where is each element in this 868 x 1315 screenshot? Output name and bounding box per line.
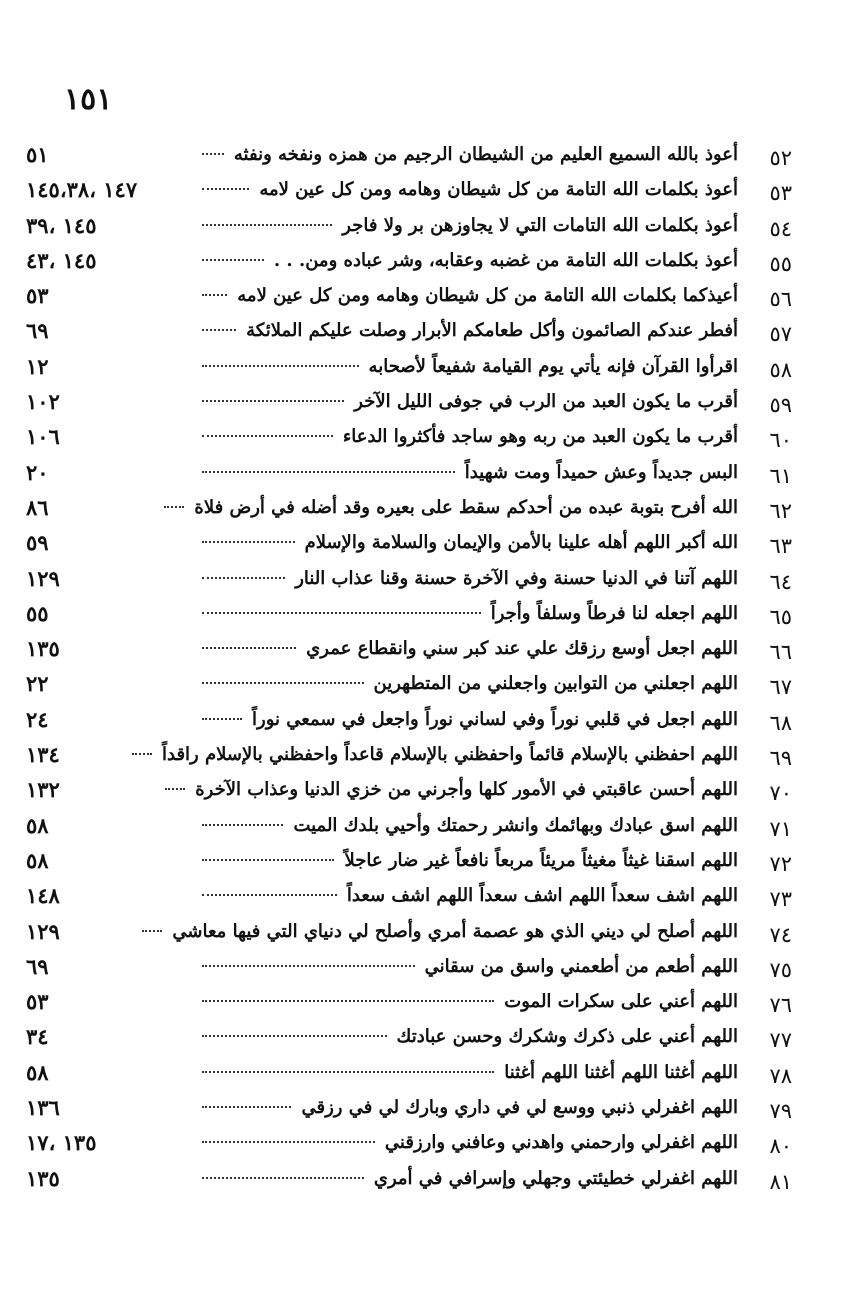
entry-body [172,920,738,942]
dot-leader [202,859,334,861]
entry-page-refs: ١٤٨ [26,883,60,909]
entry-body [196,1097,738,1118]
entry-number: ٧٩ [769,1099,792,1124]
entry-page-refs: ١٤٧ ،١٤٥،٣٨ [26,177,138,203]
index-entry [0,142,868,177]
index-entry [0,495,868,530]
entry-number: ٦٦ [769,640,792,665]
entry-number: ٧٠ [769,781,792,806]
index-entry [0,777,868,812]
dot-leader [202,224,332,226]
entry-page-refs: ٢٤ [26,706,49,732]
dot-leader [202,894,337,896]
entry-body [162,744,738,766]
entry-text: أعوذ بالله السميع العليم من الشيطان الرجيم من همزه ونفخه ونفثه [233,144,738,165]
entry-text: اللهم اسق عبادك وبهائمك وانشر رحمتك وأحيي بلدك الميت [293,814,738,836]
entry-page-refs: ٣٤ [26,1024,49,1050]
dot-leader [202,188,249,190]
entry-number: ٥٦ [769,287,792,312]
entry-body [196,215,738,236]
entry-text: اقرأوا القرآن فإنه يأتي يوم القيامة شفيعاً لأصحابه [368,355,738,377]
dot-leader [202,1071,494,1073]
entry-body [196,885,738,906]
index-entry [0,954,868,989]
entry-text: الله أكبر اللهم أهله علينا بالأمن والإيمان والسلامة والإسلام [304,532,738,554]
entry-page-refs: ١٠٢ [26,389,60,415]
entry-text: أقرب ما يكون العبد من الرب في جوفى الليل الآخر [354,391,738,413]
entry-text: اللهم أطعم من أطعمني واسق من سقاني [424,955,738,977]
entry-body [196,462,738,483]
index-entry [0,1024,868,1059]
dot-leader [202,365,359,367]
entry-page-refs: ١٠٦ [26,424,60,450]
entry-text: الله أفرح بتوبة عبده من أحدكم سقط على بعيره وقد أضله في أرض فلاة [194,496,738,518]
entry-body [196,673,738,694]
entry-text: اللهم أغثنا اللهم أغثنا اللهم أغثنا [504,1061,738,1083]
entry-page-refs: ٥٨ [26,847,49,873]
entry-number: ٦٣ [769,534,792,559]
entry-text: أفطر عندكم الصائمون وأكل طعامكم الأبرار وصلت عليكم الملائكة [246,320,738,342]
index-entry [0,248,868,283]
entry-number: ٥٤ [769,216,792,241]
entry-body [196,1132,738,1153]
entry-page-refs: ٥٣ [26,283,49,309]
index-entry [0,742,868,777]
entry-page-refs: ١٤٥ ،٣٩ [26,212,97,238]
entry-number: ٧١ [769,816,792,841]
entry-text: اللهم أحسن عاقبتي في الأمور كلها وأجرني من خزي الدنيا وعذاب الآخرة [195,779,738,801]
dot-leader [202,824,283,826]
index-entry [0,354,868,389]
entry-text: أعوذ بكلمات الله التامات التي لا يجاوزهن بر ولا فاجر [342,214,738,236]
entry-text: اللهم اشف سعداً اللهم اشف سعداً اللهم اشف سعداً [346,885,738,907]
dot-leader [202,259,264,261]
entry-page-refs: ٥٥ [26,600,49,626]
entry-text: اللهم اجعلني من التوابين واجعلني من المتطهرين [373,673,738,695]
entry-text: أقرب ما يكون العبد من ربه وهو ساجد فأكثروا الدعاء [342,426,738,448]
entry-text: اللهم اجعل في قلبي نوراً وفي لساني نوراً واجعل في سمعي نوراً [252,708,738,730]
dot-leader [202,541,295,543]
entry-text: اللهم احفظني بالإسلام قائماً واحفظني بالإسلام قاعداً واحفظني بالإسلام راقداً [162,744,738,766]
index-entry [0,848,868,883]
entry-text: اللهم اغفرلي ذنبي ووسع لي في داري وبارك لي في رزقي [301,1097,738,1119]
entry-body [196,568,738,589]
index-entry [0,424,868,459]
index-entry [0,813,868,848]
entry-body [196,391,738,412]
entry-body [196,356,738,377]
index-entry [0,283,868,318]
dot-leader [202,435,333,437]
entry-number: ٥٩ [769,393,792,418]
index-entry [0,919,868,954]
entry-text: البس جديداً وعش حميداً ومت شهيداً [464,461,738,483]
entry-body [196,320,738,341]
entry-body [196,603,738,624]
entry-page-refs: ١٤٥ ،٤٣ [26,247,97,273]
entry-number: ٦٩ [769,746,792,771]
entry-body [196,497,738,518]
dot-leader [202,329,236,331]
entry-number: ٦٨ [769,710,792,735]
entry-page-refs: ١٣٥ [26,1165,60,1191]
entry-body [196,956,738,977]
entry-number: ٦٧ [769,675,792,700]
entry-page-refs: ١٣٥ [26,636,60,662]
entry-page-refs: ٥٨ [26,1059,49,1085]
entry-body [196,991,738,1012]
entry-page-refs: ١٢٩ [26,565,60,591]
entry-body [196,1062,738,1083]
entry-number: ٥٣ [769,181,792,206]
entry-page-refs: ١٢٩ [26,918,60,944]
entry-body [196,250,738,271]
entry-text: اللهم أعني على ذكرك وشكرك وحسن عبادتك [396,1026,738,1048]
index-entry [0,566,868,601]
entry-body [196,779,738,800]
entry-number: ٧٧ [769,1028,792,1053]
dot-leader [202,612,481,614]
entry-body [196,850,738,871]
entry-body [196,709,738,730]
entry-page-refs: ٦٩ [26,318,49,344]
entry-body [196,815,738,836]
entry-number: ٧٢ [769,851,792,876]
entry-number: ٦٢ [769,498,792,523]
dot-leader [202,577,285,579]
entry-text: اللهم اغفرلي وارحمني واهدني وعافني وارزقني [384,1132,738,1154]
entry-page-refs: ٥٣ [26,989,49,1015]
entry-number: ٥٧ [769,322,792,347]
entry-body [196,179,738,200]
entry-number: ٥٨ [769,357,792,382]
index-entry [0,1130,868,1165]
index-entry [0,1095,868,1130]
dot-leader [202,1177,364,1179]
entry-body [196,285,738,306]
index-entry [0,530,868,565]
entry-page-refs: ١٢ [26,353,49,379]
index-entry [0,177,868,212]
index-entry [0,1060,868,1095]
entry-page-refs: ٥٨ [26,812,49,838]
index-list [0,142,868,1201]
entry-body [196,426,738,447]
entry-number: ٧٤ [769,922,792,947]
entry-number: ٦٥ [769,604,792,629]
entry-page-refs: ١٣٥ ،١٧ [26,1130,97,1156]
entry-body [196,1026,738,1047]
entry-page-refs: ٥١ [26,142,49,167]
dot-leader [202,1035,387,1037]
index-entry [0,389,868,424]
entry-text: اللهم أعني على سكرات الموت [504,991,738,1013]
entry-number: ٥٢ [769,146,792,170]
index-entry [0,671,868,706]
entry-number: ٦٤ [769,569,792,594]
entry-text: اللهم اغفرلي خطيئتي وجهلي وإسرافي في أمري [373,1167,738,1189]
entry-page-refs: ١٣٦ [26,1095,60,1121]
dot-leader [202,1106,291,1108]
entry-number: ٧٦ [769,993,792,1018]
entry-number: ٥٥ [769,251,792,276]
entry-number: ٧٣ [769,887,792,912]
entry-text: اللهم اسقنا غيثاً مغيثاً مريئاً مربعاً نافعاً غير ضار عاجلاً [344,849,738,871]
entry-text: اللهم آتنا في الدنيا حسنة وفي الآخرة حسنة وقنا عذاب النار [295,567,738,589]
entry-text: اللهم اجعله لنا فرطاً وسلفاً وأجراً [490,602,738,624]
entry-text: اللهم أصلح لي ديني الذي هو عصمة أمري وأصلح لي دنياي التي فيها معاشي [172,920,738,942]
index-entry [0,460,868,495]
index-entry [0,601,868,636]
entry-number: ٨٠ [769,1134,792,1159]
dot-leader [202,153,224,155]
index-entry [0,883,868,918]
page-number: ١٥١ [64,82,113,117]
entry-page-refs: ١٣٢ [26,777,60,803]
dot-leader [202,1000,494,1002]
entry-number: ٦٠ [769,428,792,453]
index-entry [0,707,868,742]
entry-page-refs: ٢٢ [26,671,49,697]
entry-body [196,532,738,553]
entry-text: أعوذ بكلمات الله التامة من غضبه وعقابه، وشر عباده ومن. . . [273,249,738,271]
index-entry [0,213,868,248]
entry-body [196,638,738,659]
entry-number: ٦١ [769,463,792,488]
dot-leader [202,718,242,720]
dot-leader [202,965,415,967]
dot-leader [202,1141,375,1143]
entry-text: أعيذكما بكلمات الله التامة من كل شيطان وهامه ومن كل عين لامه [237,285,738,307]
entry-number: ٧٨ [769,1063,792,1088]
entry-page-refs: ١٣٤ [26,742,60,768]
index-entry [0,1166,868,1201]
index-entry [0,636,868,671]
entry-page-refs: ٢٠ [26,459,49,485]
index-entry [0,318,868,353]
entry-body [196,1168,738,1189]
dot-leader [202,647,296,649]
entry-number: ٧٥ [769,957,792,982]
index-entry [0,989,868,1024]
entry-number: ٨١ [769,1169,792,1194]
entry-page-refs: ٦٩ [26,953,49,979]
dot-leader [202,471,455,473]
dot-leader [202,294,227,296]
entry-page-refs: ٨٦ [26,494,49,520]
entry-body [196,144,738,165]
dot-leader [202,682,364,684]
entry-page-refs: ٥٩ [26,530,49,556]
dot-leader [202,400,344,402]
entry-text: أعوذ بكلمات الله التامة من كل شيطان وهامه ومن كل عين لامه [259,179,738,201]
entry-text: اللهم اجعل أوسع رزقك علي عند كبر سني وانقطاع عمري [306,638,738,660]
